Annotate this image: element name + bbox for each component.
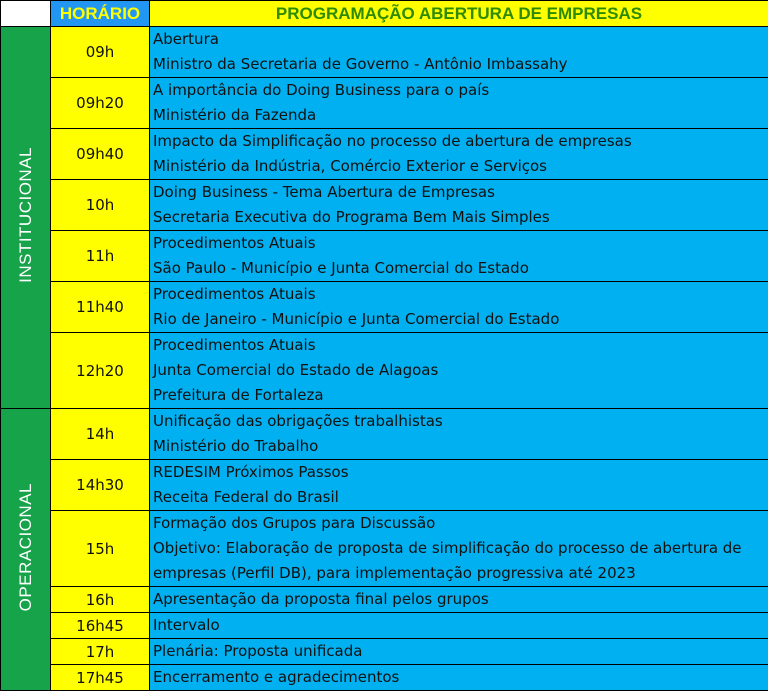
schedule-row xyxy=(1,231,768,282)
description-cell xyxy=(150,665,768,691)
description-line: Procedimentos Atuais xyxy=(153,333,768,358)
description-line: Objetivo: Elaboração de proposta de simplificação do processo de abertura de xyxy=(153,536,768,561)
description-line: Ministério da Fazenda xyxy=(153,103,768,128)
schedule-row xyxy=(1,460,768,511)
time-cell: 09h40 xyxy=(51,129,150,180)
description-cell xyxy=(150,78,768,129)
schedule-row xyxy=(1,665,768,691)
header-empty-cell xyxy=(1,1,51,27)
group-label-operacional: OPERACIONAL xyxy=(16,483,36,611)
time-cell: 10h xyxy=(51,180,150,231)
description-line: São Paulo - Município e Junta Comercial do Estado xyxy=(153,256,768,281)
schedule-row xyxy=(1,511,768,587)
description-line: A importância do Doing Business para o país xyxy=(153,78,768,103)
time-cell: 12h20 xyxy=(51,333,150,409)
description-line: Abertura xyxy=(153,27,768,52)
group-institucional xyxy=(1,27,51,409)
description-cell xyxy=(150,27,768,78)
description-cell xyxy=(150,333,768,409)
time-cell: 17h45 xyxy=(51,665,150,691)
description-cell xyxy=(150,511,768,587)
description-line: Ministério do Trabalho xyxy=(153,434,768,459)
schedule-row xyxy=(1,78,768,129)
description-line: Prefeitura de Fortaleza xyxy=(153,383,768,408)
description-line: Ministro da Secretaria de Governo - Antônio Imbassahy xyxy=(153,52,768,77)
time-cell: 16h xyxy=(51,587,150,613)
description-line: Secretaria Executiva do Programa Bem Mais Simples xyxy=(153,205,768,230)
page-title: PROGRAMAÇÃO ABERTURA DE EMPRESAS xyxy=(150,1,768,27)
schedule-row xyxy=(1,333,768,409)
group-label-institucional: INSTITUCIONAL xyxy=(16,147,36,283)
description-line: Intervalo xyxy=(153,613,768,638)
description-line: empresas (Perfil DB), para implementação progressiva até 2023 xyxy=(153,561,768,586)
time-cell: 14h30 xyxy=(51,460,150,511)
schedule-row xyxy=(1,587,768,613)
description-line: Apresentação da proposta final pelos grupos xyxy=(153,587,768,612)
schedule-row xyxy=(1,282,768,333)
time-cell: 11h40 xyxy=(51,282,150,333)
time-cell: 17h xyxy=(51,639,150,665)
description-line: Encerramento e agradecimentos xyxy=(153,665,768,690)
description-cell xyxy=(150,409,768,460)
description-line: Junta Comercial do Estado de Alagoas xyxy=(153,358,768,383)
schedule-row xyxy=(1,180,768,231)
schedule-row xyxy=(1,639,768,665)
time-cell: 09h xyxy=(51,27,150,78)
description-cell xyxy=(150,613,768,639)
description-line: Plenária: Proposta unificada xyxy=(153,639,768,664)
time-cell: 16h45 xyxy=(51,613,150,639)
schedule-row xyxy=(1,409,768,460)
description-cell xyxy=(150,460,768,511)
time-cell: 11h xyxy=(51,231,150,282)
description-line: Receita Federal do Brasil xyxy=(153,485,768,510)
description-cell xyxy=(150,639,768,665)
time-cell: 09h20 xyxy=(51,78,150,129)
schedule-row xyxy=(1,613,768,639)
description-line: Rio de Janeiro - Município e Junta Comercial do Estado xyxy=(153,307,768,332)
time-cell: 15h xyxy=(51,511,150,587)
description-cell xyxy=(150,180,768,231)
description-cell xyxy=(150,587,768,613)
description-line: Doing Business - Tema Abertura de Empresas xyxy=(153,180,768,205)
time-cell: 14h xyxy=(51,409,150,460)
time-column-header: HORÁRIO xyxy=(51,1,150,27)
group-operacional xyxy=(1,409,51,691)
description-cell xyxy=(150,282,768,333)
description-line: Formação dos Grupos para Discussão xyxy=(153,511,768,536)
description-line: REDESIM Próximos Passos xyxy=(153,460,768,485)
schedule-row xyxy=(1,129,768,180)
description-line: Unificação das obrigações trabalhistas xyxy=(153,409,768,434)
description-line: Procedimentos Atuais xyxy=(153,282,768,307)
description-line: Ministério da Indústria, Comércio Exterior e Serviços xyxy=(153,154,768,179)
description-cell xyxy=(150,231,768,282)
schedule-row xyxy=(1,27,768,78)
description-line: Procedimentos Atuais xyxy=(153,231,768,256)
header-row xyxy=(1,1,768,27)
description-line: Impacto da Simplificação no processo de abertura de empresas xyxy=(153,129,768,154)
description-cell xyxy=(150,129,768,180)
